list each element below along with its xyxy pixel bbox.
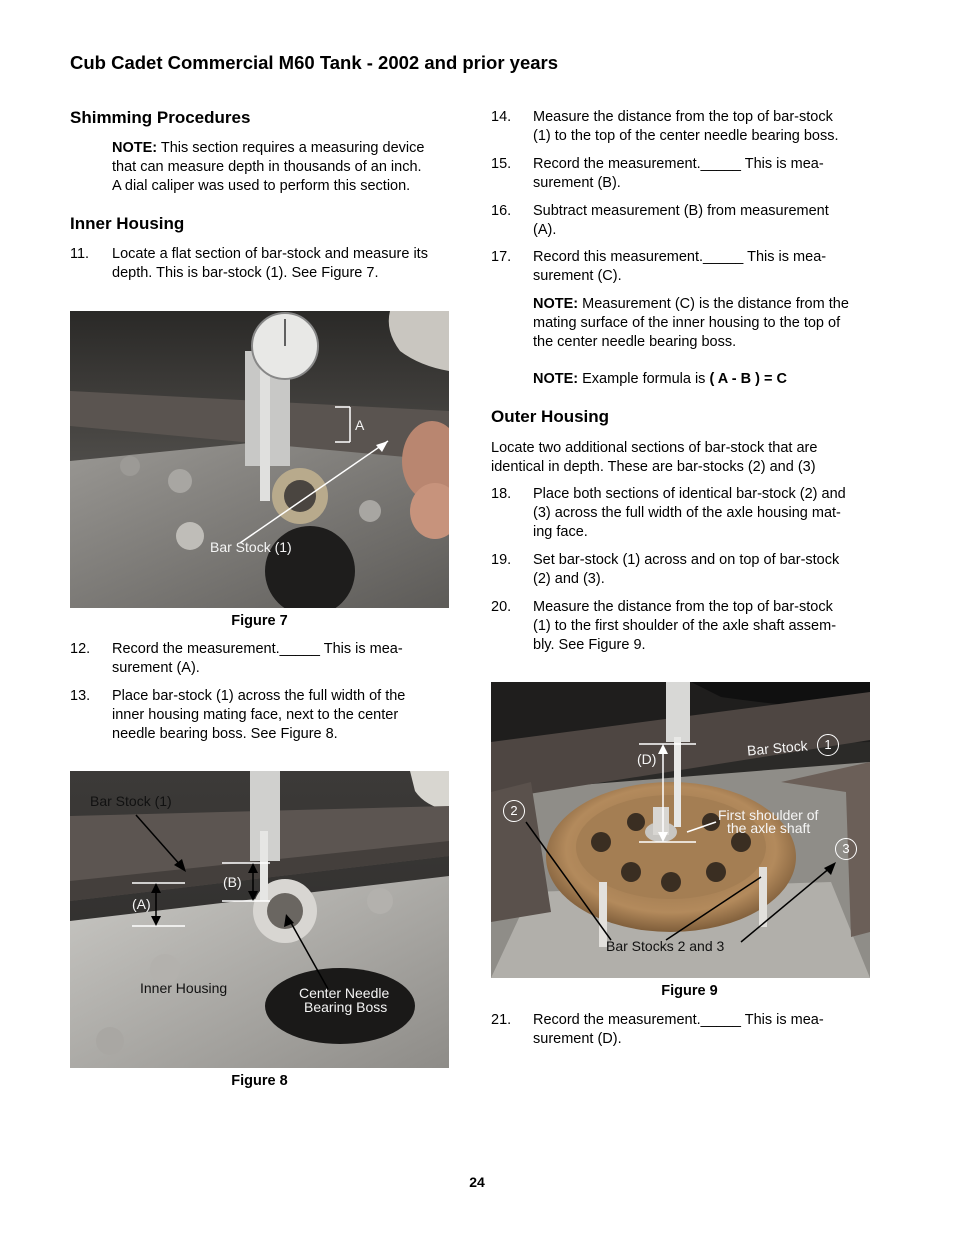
- figure-9-label-d: (D): [637, 751, 657, 767]
- figure-7-photo: [70, 311, 449, 608]
- step-line: Place bar-stock (1) across the full width of the: [112, 688, 406, 704]
- intro-line: Locate two additional sections of bar-stock that are: [491, 440, 818, 456]
- figure-9-label-bar-stock: Bar Stock: [746, 737, 809, 759]
- step-number: 18.: [491, 486, 512, 502]
- formula: ( A - B ) = C: [709, 371, 787, 387]
- step-19: [491, 551, 891, 591]
- step-number: 17.: [491, 249, 512, 265]
- step-14: [491, 108, 891, 148]
- shimming-note: [112, 139, 424, 196]
- note-text: Example formula is: [582, 371, 706, 387]
- step-number: 19.: [491, 552, 512, 568]
- step-number: 14.: [491, 109, 512, 125]
- figure-9-circle-2: 2: [503, 800, 525, 822]
- step-11: [70, 245, 470, 285]
- step-line: bly. See Figure 9.: [533, 637, 646, 653]
- outer-housing-intro: [491, 439, 817, 477]
- step-line: inner housing mating face, next to the center: [112, 707, 399, 723]
- note-label: NOTE:: [533, 371, 579, 387]
- figure-8-label-b: (B): [223, 874, 242, 890]
- figure-8-label-bar-stock: Bar Stock (1): [90, 793, 172, 809]
- figure-7-illustration: [70, 311, 449, 608]
- step-line: surement (D).: [533, 1031, 622, 1047]
- figure-9-circle-1: 1: [817, 734, 839, 756]
- step-16: [491, 202, 891, 242]
- step-15: [491, 155, 891, 195]
- figure-9-caption: Figure 9: [661, 983, 718, 999]
- note-line: mating surface of the inner housing to the top of: [533, 315, 841, 331]
- note-formula: [533, 370, 787, 389]
- step-line: ing face.: [533, 524, 588, 540]
- figure-9-circle-3: 3: [835, 838, 857, 860]
- step-number: 15.: [491, 156, 512, 172]
- page-number: 24: [469, 1174, 485, 1190]
- figure-9-photo: [491, 682, 870, 978]
- figure-9-label-axle-shaft: the axle shaft: [727, 820, 811, 836]
- figure-7-label-bar-stock: Bar Stock (1): [210, 539, 292, 555]
- step-20: [491, 598, 891, 658]
- step-line: Record this measurement._____ This is mea-: [533, 249, 827, 265]
- figure-7-caption: Figure 7: [231, 613, 288, 629]
- step-line: Locate a flat section of bar-stock and measure its: [112, 246, 428, 262]
- step-line: (1) to the top of the center needle bearing boss.: [533, 128, 839, 144]
- step-line: (A).: [533, 222, 557, 238]
- step-13: [70, 687, 470, 747]
- step-18: [491, 485, 891, 545]
- note-line: A dial caliper was used to perform this section.: [112, 178, 411, 194]
- step-12: [70, 640, 470, 680]
- step-line: depth. This is bar-stock (1). See Figure 7.: [112, 265, 379, 281]
- note-line: that can measure depth in thousands of an inch.: [112, 159, 422, 175]
- figure-8-caption: Figure 8: [231, 1073, 288, 1089]
- note-measurement-c: [533, 295, 878, 352]
- figure-9-label-shoulder: First shoulder of: [718, 807, 819, 823]
- step-line: Set bar-stock (1) across and on top of bar-stock: [533, 552, 840, 568]
- step-line: Place both sections of identical bar-stock (2) and: [533, 486, 846, 502]
- step-line: (3) across the full width of the axle housing mat-: [533, 505, 841, 521]
- step-line: (2) and (3).: [533, 571, 605, 587]
- step-line: surement (B).: [533, 175, 621, 191]
- step-21: [491, 1011, 891, 1051]
- figure-9-illustration: [491, 682, 870, 978]
- step-line: needle bearing boss. See Figure 8.: [112, 726, 338, 742]
- inner-housing-heading: Inner Housing: [70, 214, 185, 233]
- note-line: Measurement (C) is the distance from the: [582, 296, 849, 312]
- step-line: Measure the distance from the top of bar-stock: [533, 109, 833, 125]
- step-line: Measure the distance from the top of bar-stock: [533, 599, 833, 615]
- step-line: Record the measurement._____ This is mea-: [112, 641, 403, 657]
- step-number: 13.: [70, 688, 91, 704]
- figure-8-label-bearing-boss: Bearing Boss: [304, 999, 388, 1015]
- shimming-heading: Shimming Procedures: [70, 108, 251, 127]
- note-line: This section requires a measuring device: [160, 140, 425, 156]
- step-line: Record the measurement._____ This is mea-: [533, 1012, 824, 1028]
- figure-8-photo: [70, 771, 449, 1068]
- figure-8-illustration: [70, 771, 449, 1068]
- step-line: Record the measurement._____ This is mea-: [533, 156, 824, 172]
- step-number: 21.: [491, 1012, 512, 1028]
- intro-line: identical in depth. These are bar-stocks (2) and (3): [491, 459, 816, 475]
- step-line: (1) to the first shoulder of the axle shaft assem-: [533, 618, 837, 634]
- step-17: [491, 248, 891, 288]
- outer-housing-heading: Outer Housing: [491, 407, 610, 426]
- step-number: 12.: [70, 641, 91, 657]
- step-number: 16.: [491, 203, 512, 219]
- step-line: surement (C).: [533, 268, 622, 284]
- step-number: 11.: [70, 246, 90, 262]
- figure-9-label-bar-stocks-2-3: Bar Stocks 2 and 3: [606, 938, 725, 954]
- figure-7-label-a: A: [355, 417, 365, 433]
- figure-8-label-a: (A): [132, 896, 151, 912]
- note-label: NOTE:: [533, 296, 579, 312]
- figure-8-label-center-needle: Center Needle: [299, 985, 390, 1001]
- step-line: Subtract measurement (B) from measurement: [533, 203, 829, 219]
- step-line: surement (A).: [112, 660, 200, 676]
- note-label: NOTE:: [112, 140, 158, 156]
- note-line: the center needle bearing boss.: [533, 334, 737, 350]
- figure-8-label-inner-housing: Inner Housing: [140, 980, 228, 996]
- step-number: 20.: [491, 599, 512, 615]
- page-title: Cub Cadet Commercial M60 Tank - 2002 and prior years: [70, 52, 559, 73]
